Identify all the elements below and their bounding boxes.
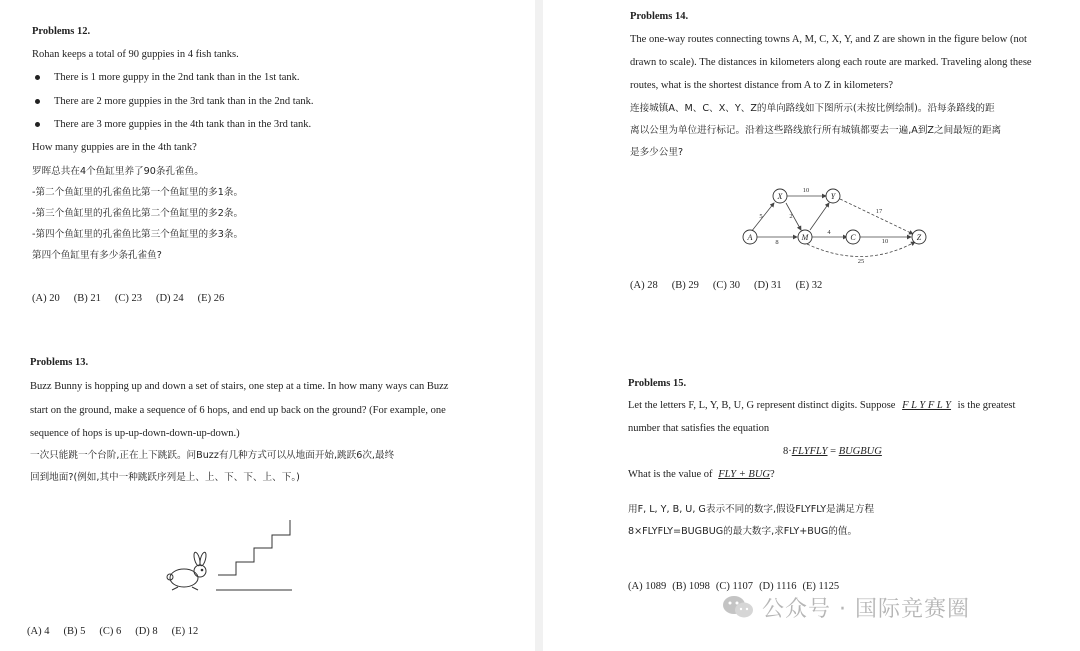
edge-x-m bbox=[786, 203, 801, 230]
choice: (C) 1107 bbox=[715, 581, 754, 592]
problem-12-cn-line: 第四个鱼缸里有多少条孔雀鱼? bbox=[32, 250, 162, 261]
problem-14-line: The one-way routes connecting towns A, M, C, X, Y, and Z are shown in the figure below (not bbox=[630, 34, 1027, 45]
problem-13-title: Problems 13. bbox=[30, 357, 89, 368]
problem-12-choices bbox=[32, 292, 238, 306]
problem-12-intro: Rohan keeps a total of 90 guppies in 4 fish tanks. bbox=[32, 49, 239, 60]
choice: (D) 1116 bbox=[759, 581, 797, 592]
bullet-icon bbox=[35, 99, 40, 104]
choice: (B) 5 bbox=[63, 626, 86, 637]
problem-12-bullet: There are 2 more guppies in the 3rd tank than in the 2nd tank. bbox=[54, 96, 314, 107]
problem-12-question: How many guppies are in the 4th tank? bbox=[32, 142, 197, 153]
problem-13-choices bbox=[27, 625, 212, 639]
left-page bbox=[0, 0, 535, 651]
choice: (D) 8 bbox=[135, 626, 158, 637]
wechat-icon bbox=[722, 594, 754, 620]
problem-12-cn-line: -第二个鱼缸里的孔雀鱼比第一个鱼缸里的多1条。 bbox=[32, 187, 244, 198]
problem-15-question bbox=[628, 468, 775, 482]
problem-14-choices bbox=[630, 279, 836, 293]
problem-14-line: routes, what is the shortest distance from A to Z in kilometers? bbox=[630, 80, 894, 91]
equation-part: FLYFLY bbox=[791, 446, 828, 457]
problem-12-bullet: There is 1 more guppy in the 2nd tank than in the 1st tank. bbox=[54, 72, 300, 83]
problem-14-cn-line: 是多少公里? bbox=[630, 147, 684, 158]
choice: (D) 24 bbox=[155, 293, 184, 304]
stairs bbox=[216, 520, 292, 590]
problem-15-text: is the greatest bbox=[957, 400, 1016, 411]
bullet-icon bbox=[35, 122, 40, 127]
problem-12-cn-line: 罗晖总共在4个鱼缸里养了90条孔雀鱼。 bbox=[32, 166, 204, 177]
problem-15-line: number that satisfies the equation bbox=[628, 423, 770, 434]
problem-15-equation bbox=[783, 445, 882, 459]
node-label: X bbox=[777, 192, 783, 201]
edge-label: 10 bbox=[881, 238, 889, 245]
edge-label: 25 bbox=[857, 258, 865, 265]
equation-part: = bbox=[827, 446, 839, 457]
problem-13-line: Buzz Bunny is hopping up and down a set of stairs, one step at a time. In how many ways can Buzz bbox=[30, 381, 449, 392]
choice: (B) 21 bbox=[73, 293, 101, 304]
bullet-icon bbox=[35, 75, 40, 80]
edge-label: 17 bbox=[875, 208, 883, 215]
watermark bbox=[722, 592, 970, 622]
question-part: FLY + BUG bbox=[718, 469, 770, 480]
edge-y-z bbox=[840, 199, 913, 234]
problem-12-title: Problems 12. bbox=[32, 26, 91, 37]
problem-12-cn-line: -第四个鱼缸里的孔雀鱼比第三个鱼缸里的多3条。 bbox=[32, 229, 244, 240]
problem-13-line: start on the ground, make a sequence of 6 hops, and end up back on the ground? (For example, one bbox=[30, 405, 446, 416]
node-label: A bbox=[747, 233, 753, 242]
question-part: ? bbox=[770, 469, 775, 480]
route-graph bbox=[733, 182, 933, 267]
problem-13-cn-line: 回到地面?(例如,其中一种跳跃序列是上、上、下、下、上、下。) bbox=[30, 472, 300, 483]
choice: (C) 6 bbox=[99, 626, 122, 637]
choice: (B) 1098 bbox=[672, 581, 710, 592]
choice: (E) 32 bbox=[795, 280, 823, 291]
problem-15-cn-line: 用F, L, Y, B, U, G表示不同的数字,假设FLYFLY是满足方程 bbox=[628, 504, 875, 515]
edge-m-y bbox=[810, 203, 829, 230]
choice: (A) 4 bbox=[27, 626, 50, 637]
right-page bbox=[543, 0, 1080, 651]
problem-15-title: Problems 15. bbox=[628, 378, 687, 389]
problem-14-cn-line: 离以公里为单位进行标记。沿着这些路线旅行所有城镇都要去一遍,A到Z之间最短的距离 bbox=[630, 125, 1002, 136]
choice: (C) 30 bbox=[712, 280, 740, 291]
problem-14-cn-line: 连接城镇A、M、C、X、Y、Z的单向路线如下图所示(未按比例绘制)。沿每条路线的距 bbox=[630, 103, 995, 114]
problem-14-line: drawn to scale). The distances in kilometers along each route are marked. Traveling along these bbox=[630, 57, 1032, 68]
choice: (E) 26 bbox=[197, 293, 225, 304]
flyfly-word: F L Y F L Y bbox=[902, 400, 952, 411]
choice: (D) 31 bbox=[753, 280, 782, 291]
equation-part: 8· bbox=[783, 446, 792, 457]
bunny-stairs-figure bbox=[160, 515, 300, 597]
node-label: Y bbox=[830, 192, 836, 201]
problem-15-text: Let the letters F, L, Y, B, U, G represent distinct digits. Suppose bbox=[628, 400, 896, 411]
choice: (A) 20 bbox=[32, 293, 60, 304]
choice: (C) 23 bbox=[114, 293, 142, 304]
choice: (A) 28 bbox=[630, 280, 658, 291]
edge-label: 2 bbox=[789, 213, 793, 220]
choice: (B) 29 bbox=[671, 280, 699, 291]
node-label: C bbox=[850, 233, 856, 242]
equation-part: BUGBUG bbox=[838, 446, 882, 457]
edge-m-z bbox=[807, 242, 915, 257]
choice: (A) 1089 bbox=[628, 581, 667, 592]
bunny-icon bbox=[167, 552, 207, 590]
edge-label: 10 bbox=[802, 187, 810, 194]
node-label: M bbox=[801, 233, 809, 242]
choice: (E) 1125 bbox=[802, 581, 840, 592]
problem-14-title: Problems 14. bbox=[630, 11, 689, 22]
edge-label: 8 bbox=[775, 239, 779, 246]
question-part: What is the value of bbox=[628, 469, 713, 480]
watermark-text: 公众号 · 国际竞赛圈 bbox=[762, 596, 970, 622]
node-label: Z bbox=[916, 233, 922, 242]
edge-label: 4 bbox=[827, 229, 831, 236]
problem-15-line bbox=[628, 399, 1015, 413]
problem-13-cn-line: 一次只能跳一个台阶,正在上下跳跃。问Buzz有几种方式可以从地面开始,跳跃6次,最终 bbox=[30, 450, 395, 461]
problem-12-bullet: There are 3 more guppies in the 4th tank than in the 3rd tank. bbox=[54, 119, 312, 130]
edge-label: 5 bbox=[759, 213, 763, 220]
choice: (E) 12 bbox=[171, 626, 199, 637]
problem-13-line: sequence of hops is up-up-down-down-up-down.) bbox=[30, 428, 240, 439]
problem-15-cn-line: 8×FLYFLY=BUGBUG的最大数字,求FLY+BUG的值。 bbox=[628, 526, 858, 537]
problem-12-cn-line: -第三个鱼缸里的孔雀鱼比第二个鱼缸里的多2条。 bbox=[32, 208, 244, 219]
